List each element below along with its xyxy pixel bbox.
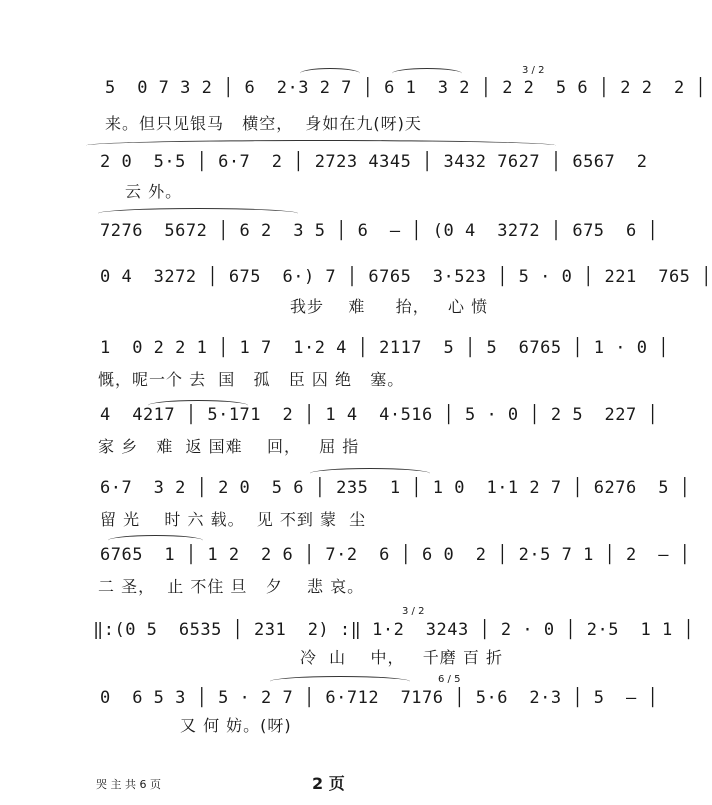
- notation-line: 2 0 5·5 │ 6·7 2 │ 2723 4345 │ 3432 7627 │ 6567 2: [100, 152, 648, 172]
- lyric-line: 我步 难 抬， 心 愤: [290, 297, 489, 316]
- lyric-line: 留 光 时 六 载。 见 不到 蒙 尘: [100, 510, 367, 529]
- slur-mark: [86, 140, 556, 151]
- lyric-line: 冷 山 中， 千磨 百 折: [300, 648, 503, 667]
- notation-line: 0 6 5 3 │ 5 · 2 7 │ 6·712 7176 │ 5·6 2·3 │ 5 — │: [100, 688, 659, 708]
- footer-label: 哭 主 共 6 页: [96, 778, 161, 791]
- slur-mark: [310, 468, 430, 479]
- lyric-line: 又 何 妨。(呀): [180, 716, 292, 735]
- lyric-line: 二 圣， 止 不住 旦 夕 悲 哀。: [98, 577, 365, 596]
- grace-note-mark: 6 / 5: [438, 674, 461, 685]
- slur-mark: [108, 535, 203, 546]
- notation-line: 6·7 3 2 │ 2 0 5 6 │ 235 1 │ 1 0 1·1 2 7 │ 6276 5 │: [100, 478, 691, 498]
- notation-line: ‖:(0 5 6535 │ 231 2) :‖ 1·2 3243 │ 2 · 0 │ 2·5 1 1 │: [93, 620, 695, 640]
- lyric-line: 家 乡 难 返 国难 回， 屈 指: [98, 437, 360, 456]
- slur-mark: [392, 68, 462, 79]
- notation-line: 5 0 7 3 2 │ 6 2·3 2 7 │ 6 1 3 2 │ 2 2 5 6 │ 2 2 2 │: [105, 78, 707, 98]
- notation-line: 1 0 2 2 1 │ 1 7 1·2 4 │ 2117 5 │ 5 6765 │ 1 · 0 │: [100, 338, 669, 358]
- grace-note-mark: 3 / 2: [402, 606, 425, 617]
- notation-line: 7276 5672 │ 6 2 3 5 │ 6 — │ (0 4 3272 │ 675 6 │: [100, 221, 659, 241]
- slur-mark: [270, 676, 410, 687]
- notation-line: 4 4217 │ 5·171 2 │ 1 4 4·516 │ 5 · 0 │ 2 5 227 │: [100, 405, 659, 425]
- slur-mark: [98, 208, 298, 219]
- notation-line: 0 4 3272 │ 675 6·) 7 │ 6765 3·523 │ 5 · 0 │ 221 765 │: [100, 267, 712, 287]
- lyric-line: 来。但只见银马 横空， 身如在九(呀)天: [105, 114, 422, 133]
- lyric-line: 云 外。: [125, 182, 183, 201]
- lyric-line: 慨，呢一个 去 国 孤 臣 囚 绝 塞。: [98, 370, 405, 389]
- page-number: 2 页: [312, 774, 345, 793]
- grace-note-mark: 3 / 2: [522, 65, 545, 76]
- slur-mark: [148, 400, 248, 411]
- notation-line: 6765 1 │ 1 2 2 6 │ 7·2 6 │ 6 0 2 │ 2·5 7 1 │ 2 — │: [100, 545, 691, 565]
- slur-mark: [300, 68, 360, 79]
